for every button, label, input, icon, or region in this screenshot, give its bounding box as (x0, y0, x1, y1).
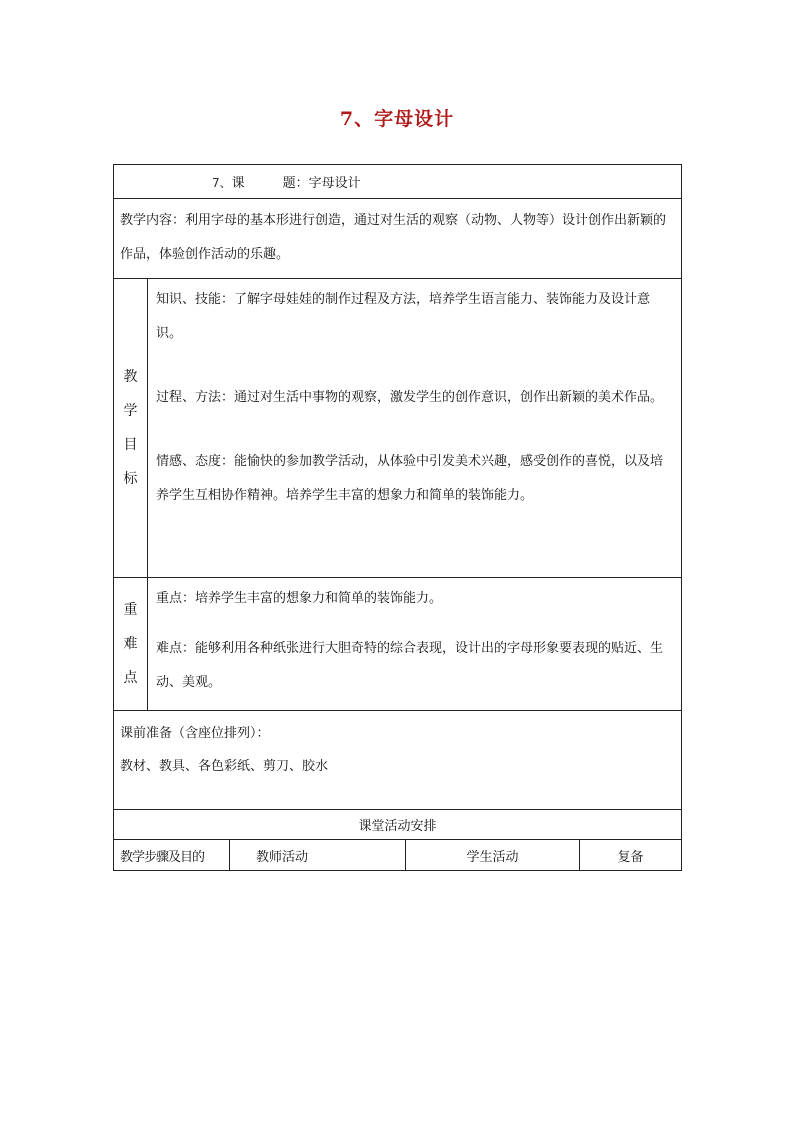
topic-label-ti: 题： (282, 176, 309, 191)
key-points-cell (148, 578, 682, 711)
goals-label-char: 教 (123, 369, 138, 385)
activity-arrangement-heading: 课堂活动安排 (114, 810, 682, 840)
goal-process-methods: 过程、方法：通过对生活中事物的观察，激发学生的创作意识，创作出新颖的美术作品。 (156, 390, 664, 405)
goals-cell (148, 279, 682, 578)
key-points-label-char: 难 (123, 636, 138, 652)
topic-row (114, 165, 682, 199)
column-teacher-activity: 教师活动 (230, 840, 406, 871)
page-title: 7、字母设计 (339, 108, 455, 130)
key-points-label (114, 578, 148, 711)
goals-row (114, 279, 682, 578)
topic-value: 字母设计 (308, 176, 361, 191)
column-teaching-steps: 教学步骤及目的 (114, 840, 230, 871)
preparation-row (114, 711, 682, 810)
goals-label-char: 标 (123, 471, 138, 487)
key-points-label-char: 重 (123, 602, 138, 618)
key-points-row (114, 578, 682, 711)
column-review: 复备 (580, 840, 682, 871)
goal-knowledge-skills: 知识、技能：了解字母娃娃的制作过程及方法，培养学生语言能力、装饰能力及设计意识。 (156, 292, 651, 341)
preparation-label: 课前准备（含座位排列）： (120, 726, 270, 741)
content-row (114, 199, 682, 279)
teaching-content: 教学内容：利用字母的基本形进行创造，通过对生活的观察（动物、人物等）设计创作出新颖的作品，体验创作活动的乐趣。 (114, 199, 682, 279)
difficult-point: 难点：能够利用各种纸张进行大胆奇特的综合表现，设计出的字母形象要表现的贴近、生动、美观。 (156, 641, 664, 690)
lesson-plan-table (113, 164, 682, 871)
column-student-activity: 学生活动 (406, 840, 580, 871)
preparation-items: 教材、教具、各色彩纸、剪刀、胶水 (120, 759, 329, 774)
key-point: 重点：培养学生丰富的想象力和简单的装饰能力。 (156, 591, 443, 606)
goals-label-char: 学 (123, 403, 138, 419)
topic-number: 7、 (212, 176, 232, 190)
activity-arrangement-row (114, 810, 682, 840)
goal-emotion-attitude: 情感、态度：能愉快的参加教学活动，从体验中引发美术兴趣，感受创作的喜悦，以及培养学生互相协作精神。培养学生丰富的想象力和简单的装饰能力。 (156, 454, 664, 503)
topic-line (114, 172, 681, 191)
topic-label-ke: 课 (231, 176, 245, 191)
topic-cell (114, 165, 682, 199)
preparation-cell (114, 711, 682, 810)
goals-label-char: 目 (123, 437, 138, 453)
goals-label (114, 279, 148, 578)
key-points-label-char: 点 (123, 670, 138, 686)
column-header-row (114, 840, 682, 871)
